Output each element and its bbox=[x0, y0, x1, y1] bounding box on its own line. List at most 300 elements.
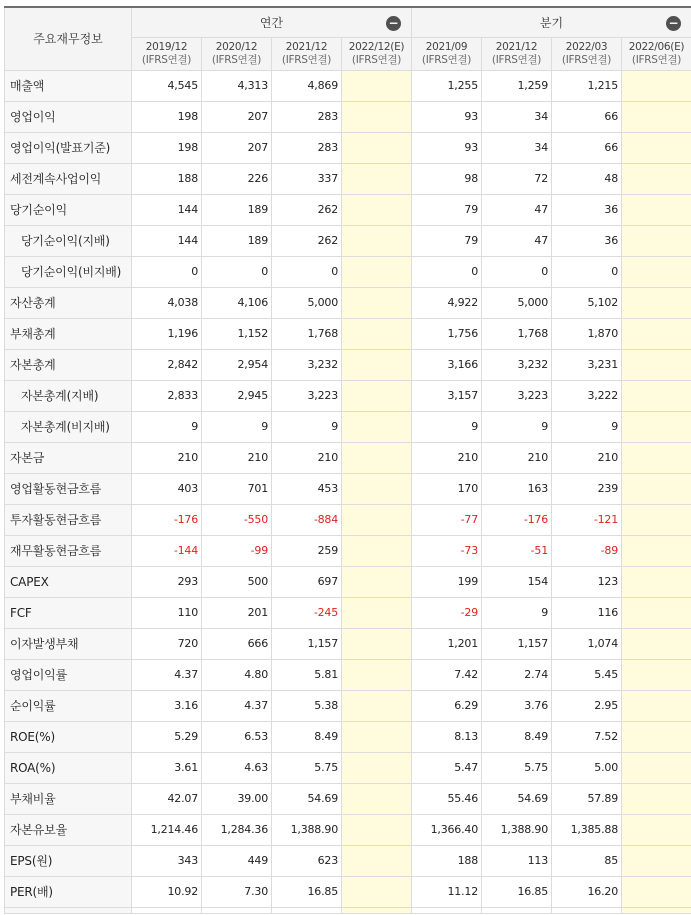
value-cell: 3.61 bbox=[132, 752, 202, 783]
value-cell: 0 bbox=[412, 256, 482, 287]
value-cell: 3.16 bbox=[132, 690, 202, 721]
partial-cell bbox=[272, 907, 342, 913]
period-date: 2020/12 bbox=[215, 40, 258, 53]
value-cell: 2,954 bbox=[202, 349, 272, 380]
value-cell bbox=[622, 380, 691, 411]
value-cell bbox=[342, 659, 412, 690]
value-cell: 9 bbox=[272, 411, 342, 442]
table-row bbox=[5, 132, 691, 163]
value-cell: 4,922 bbox=[412, 287, 482, 318]
value-cell: 34 bbox=[482, 132, 552, 163]
value-cell bbox=[622, 721, 691, 752]
value-cell: 170 bbox=[412, 473, 482, 504]
table-row bbox=[5, 845, 691, 876]
value-cell: 283 bbox=[272, 132, 342, 163]
row-label: 당기순이익(지배) bbox=[5, 225, 132, 256]
value-cell: -89 bbox=[552, 535, 622, 566]
period-basis: (IFRS연결) bbox=[211, 53, 262, 66]
value-cell: 8.49 bbox=[272, 721, 342, 752]
value-cell: 5.38 bbox=[272, 690, 342, 721]
row-label: 당기순이익(비지배) bbox=[5, 256, 132, 287]
partial-cell bbox=[202, 907, 272, 913]
value-cell: 449 bbox=[202, 845, 272, 876]
value-cell: -73 bbox=[412, 535, 482, 566]
value-cell: 293 bbox=[132, 566, 202, 597]
value-cell: 55.46 bbox=[412, 783, 482, 814]
period-basis: (IFRS연결) bbox=[281, 53, 332, 66]
value-cell bbox=[622, 566, 691, 597]
table-row bbox=[5, 380, 691, 411]
value-cell bbox=[622, 597, 691, 628]
table-header bbox=[5, 7, 691, 70]
value-cell: 6.29 bbox=[412, 690, 482, 721]
value-cell: 2.74 bbox=[482, 659, 552, 690]
value-cell: 3,157 bbox=[412, 380, 482, 411]
annual-group-header bbox=[132, 7, 412, 37]
value-cell bbox=[342, 628, 412, 659]
period-date: 2022/06(E) bbox=[628, 40, 685, 53]
value-cell bbox=[622, 535, 691, 566]
value-cell bbox=[622, 318, 691, 349]
value-cell: 5.29 bbox=[132, 721, 202, 752]
value-cell: 123 bbox=[552, 566, 622, 597]
value-cell: 5.45 bbox=[552, 659, 622, 690]
table-row bbox=[5, 690, 691, 721]
value-cell: 39.00 bbox=[202, 783, 272, 814]
value-cell bbox=[342, 70, 412, 101]
value-cell: 47 bbox=[482, 225, 552, 256]
value-cell: 207 bbox=[202, 132, 272, 163]
value-cell: -144 bbox=[132, 535, 202, 566]
value-cell: 9 bbox=[412, 411, 482, 442]
row-label: EPS(원) bbox=[5, 845, 132, 876]
table-row bbox=[5, 70, 691, 101]
row-label: 부채비율 bbox=[5, 783, 132, 814]
partial-cell bbox=[552, 907, 622, 913]
value-cell: 4.37 bbox=[202, 690, 272, 721]
period-header bbox=[482, 37, 552, 70]
period-header bbox=[202, 37, 272, 70]
period-basis: (IFRS연결) bbox=[351, 53, 402, 66]
period-header bbox=[132, 37, 202, 70]
value-cell: 98 bbox=[412, 163, 482, 194]
value-cell bbox=[622, 690, 691, 721]
value-cell: 262 bbox=[272, 225, 342, 256]
value-cell: 0 bbox=[132, 256, 202, 287]
table-row bbox=[5, 473, 691, 504]
value-cell: 3,232 bbox=[272, 349, 342, 380]
value-cell: 201 bbox=[202, 597, 272, 628]
value-cell bbox=[622, 132, 691, 163]
value-cell: 72 bbox=[482, 163, 552, 194]
value-cell: 9 bbox=[202, 411, 272, 442]
value-cell: 36 bbox=[552, 225, 622, 256]
table-row bbox=[5, 876, 691, 907]
value-cell: 54.69 bbox=[482, 783, 552, 814]
value-cell bbox=[622, 70, 691, 101]
value-cell bbox=[622, 814, 691, 845]
annual-group-title: 연간 bbox=[259, 15, 284, 30]
value-cell: 5.47 bbox=[412, 752, 482, 783]
value-cell: 207 bbox=[202, 101, 272, 132]
value-cell: 199 bbox=[412, 566, 482, 597]
value-cell: 210 bbox=[272, 442, 342, 473]
period-date: 2021/09 bbox=[425, 40, 468, 53]
value-cell: 3,166 bbox=[412, 349, 482, 380]
value-cell: 4.37 bbox=[132, 659, 202, 690]
row-label: CAPEX bbox=[5, 566, 132, 597]
value-cell bbox=[622, 752, 691, 783]
period-header bbox=[552, 37, 622, 70]
period-basis: (IFRS연결) bbox=[141, 53, 192, 66]
row-label: 자본금 bbox=[5, 442, 132, 473]
value-cell: 9 bbox=[132, 411, 202, 442]
row-label: 자본총계(지배) bbox=[5, 380, 132, 411]
value-cell: -29 bbox=[412, 597, 482, 628]
value-cell: 210 bbox=[412, 442, 482, 473]
row-label: 순이익률 bbox=[5, 690, 132, 721]
value-cell bbox=[342, 721, 412, 752]
table-row bbox=[5, 349, 691, 380]
table-row-partial bbox=[5, 907, 691, 913]
value-cell bbox=[622, 256, 691, 287]
period-basis: (IFRS연결) bbox=[561, 53, 612, 66]
value-cell bbox=[622, 876, 691, 907]
value-cell bbox=[342, 101, 412, 132]
value-cell: 189 bbox=[202, 225, 272, 256]
period-basis: (IFRS연결) bbox=[631, 53, 682, 66]
value-cell: 93 bbox=[412, 132, 482, 163]
value-cell bbox=[342, 287, 412, 318]
period-header bbox=[622, 37, 691, 70]
value-cell: 3,232 bbox=[482, 349, 552, 380]
value-cell: 720 bbox=[132, 628, 202, 659]
value-cell: 210 bbox=[482, 442, 552, 473]
value-cell: -550 bbox=[202, 504, 272, 535]
value-cell: 189 bbox=[202, 194, 272, 225]
row-label: 영업이익률 bbox=[5, 659, 132, 690]
value-cell: 1,214.46 bbox=[132, 814, 202, 845]
value-cell bbox=[342, 442, 412, 473]
value-cell: 337 bbox=[272, 163, 342, 194]
value-cell: 1,388.90 bbox=[482, 814, 552, 845]
table-row bbox=[5, 194, 691, 225]
period-header bbox=[342, 37, 412, 70]
row-label: 세전계속사업이익 bbox=[5, 163, 132, 194]
period-date: 2022/12(E) bbox=[348, 40, 405, 53]
value-cell: 210 bbox=[132, 442, 202, 473]
value-cell bbox=[342, 535, 412, 566]
table-row bbox=[5, 783, 691, 814]
value-cell: 7.42 bbox=[412, 659, 482, 690]
table-row bbox=[5, 163, 691, 194]
value-cell: 4,545 bbox=[132, 70, 202, 101]
value-cell bbox=[622, 225, 691, 256]
value-cell: 3,223 bbox=[482, 380, 552, 411]
value-cell: 11.12 bbox=[412, 876, 482, 907]
row-label: 이자발생부채 bbox=[5, 628, 132, 659]
row-label: 영업활동현금흐름 bbox=[5, 473, 132, 504]
value-cell: -176 bbox=[132, 504, 202, 535]
value-cell: 3,223 bbox=[272, 380, 342, 411]
value-cell: 1,157 bbox=[482, 628, 552, 659]
value-cell bbox=[342, 411, 412, 442]
value-cell: 3,222 bbox=[552, 380, 622, 411]
table-row bbox=[5, 721, 691, 752]
value-cell bbox=[622, 473, 691, 504]
value-cell: 16.85 bbox=[482, 876, 552, 907]
value-cell bbox=[622, 659, 691, 690]
value-cell bbox=[622, 845, 691, 876]
value-cell bbox=[622, 349, 691, 380]
value-cell: 0 bbox=[482, 256, 552, 287]
table-row bbox=[5, 659, 691, 690]
value-cell: 403 bbox=[132, 473, 202, 504]
value-cell: 2.95 bbox=[552, 690, 622, 721]
value-cell bbox=[342, 163, 412, 194]
value-cell: 1,152 bbox=[202, 318, 272, 349]
value-cell: 4.63 bbox=[202, 752, 272, 783]
value-cell: 1,255 bbox=[412, 70, 482, 101]
value-cell: 4,038 bbox=[132, 287, 202, 318]
value-cell: 16.85 bbox=[272, 876, 342, 907]
value-cell: 1,259 bbox=[482, 70, 552, 101]
value-cell: 79 bbox=[412, 194, 482, 225]
value-cell: 0 bbox=[272, 256, 342, 287]
value-cell: 2,945 bbox=[202, 380, 272, 411]
value-cell: 42.07 bbox=[132, 783, 202, 814]
value-cell: 2,842 bbox=[132, 349, 202, 380]
value-cell: 198 bbox=[132, 132, 202, 163]
value-cell: 57.89 bbox=[552, 783, 622, 814]
value-cell: 5.75 bbox=[272, 752, 342, 783]
value-cell: 144 bbox=[132, 225, 202, 256]
value-cell: 4,106 bbox=[202, 287, 272, 318]
period-basis: (IFRS연결) bbox=[421, 53, 472, 66]
value-cell: 79 bbox=[412, 225, 482, 256]
table-row bbox=[5, 597, 691, 628]
value-cell: 93 bbox=[412, 101, 482, 132]
row-label: PER(배) bbox=[5, 876, 132, 907]
table-row bbox=[5, 101, 691, 132]
period-header bbox=[272, 37, 342, 70]
value-cell: 701 bbox=[202, 473, 272, 504]
value-cell bbox=[342, 256, 412, 287]
value-cell: 85 bbox=[552, 845, 622, 876]
partial-cell bbox=[342, 907, 412, 913]
value-cell: 198 bbox=[132, 101, 202, 132]
value-cell: 16.20 bbox=[552, 876, 622, 907]
value-cell: 666 bbox=[202, 628, 272, 659]
table-row bbox=[5, 256, 691, 287]
value-cell: 1,870 bbox=[552, 318, 622, 349]
financial-summary-panel bbox=[4, 6, 691, 914]
value-cell: 2,833 bbox=[132, 380, 202, 411]
value-cell bbox=[342, 597, 412, 628]
table-row bbox=[5, 287, 691, 318]
table-body bbox=[5, 70, 691, 913]
period-date: 2021/12 bbox=[285, 40, 328, 53]
value-cell bbox=[342, 318, 412, 349]
period-date: 2021/12 bbox=[495, 40, 538, 53]
financial-summary-table bbox=[4, 6, 691, 914]
value-cell bbox=[342, 504, 412, 535]
value-cell: 1,157 bbox=[272, 628, 342, 659]
value-cell: 262 bbox=[272, 194, 342, 225]
value-cell: 0 bbox=[202, 256, 272, 287]
value-cell: -99 bbox=[202, 535, 272, 566]
period-date: 2019/12 bbox=[145, 40, 188, 53]
value-cell: 5.75 bbox=[482, 752, 552, 783]
value-cell: 66 bbox=[552, 101, 622, 132]
partial-cell bbox=[622, 907, 691, 913]
value-cell: 5,000 bbox=[272, 287, 342, 318]
value-cell: -77 bbox=[412, 504, 482, 535]
value-cell: 188 bbox=[132, 163, 202, 194]
table-row bbox=[5, 504, 691, 535]
value-cell: 4,313 bbox=[202, 70, 272, 101]
value-cell: 5.00 bbox=[552, 752, 622, 783]
quarterly-group-title: 분기 bbox=[539, 15, 564, 30]
value-cell bbox=[622, 411, 691, 442]
value-cell: 7.52 bbox=[552, 721, 622, 752]
value-cell bbox=[342, 814, 412, 845]
table-row bbox=[5, 566, 691, 597]
row-label: 자본총계(비지배) bbox=[5, 411, 132, 442]
row-label: ROA(%) bbox=[5, 752, 132, 783]
period-header bbox=[412, 37, 482, 70]
value-cell: 0 bbox=[552, 256, 622, 287]
row-label: 매출액 bbox=[5, 70, 132, 101]
period-basis: (IFRS연결) bbox=[491, 53, 542, 66]
value-cell: 210 bbox=[552, 442, 622, 473]
value-cell: 116 bbox=[552, 597, 622, 628]
partial-cell bbox=[482, 907, 552, 913]
row-label: 자본유보율 bbox=[5, 814, 132, 845]
table-row bbox=[5, 752, 691, 783]
value-cell: 3,231 bbox=[552, 349, 622, 380]
value-cell: -176 bbox=[482, 504, 552, 535]
row-label: 투자활동현금흐름 bbox=[5, 504, 132, 535]
value-cell: 1,385.88 bbox=[552, 814, 622, 845]
value-cell: 110 bbox=[132, 597, 202, 628]
value-cell: 1,215 bbox=[552, 70, 622, 101]
value-cell bbox=[342, 752, 412, 783]
value-cell: 1,768 bbox=[272, 318, 342, 349]
value-cell: 226 bbox=[202, 163, 272, 194]
value-cell bbox=[622, 163, 691, 194]
value-cell: 163 bbox=[482, 473, 552, 504]
value-cell: 1,756 bbox=[412, 318, 482, 349]
value-cell: 1,074 bbox=[552, 628, 622, 659]
value-cell: 1,366.40 bbox=[412, 814, 482, 845]
value-cell: 453 bbox=[272, 473, 342, 504]
row-label: 영업이익(발표기준) bbox=[5, 132, 132, 163]
value-cell: 7.30 bbox=[202, 876, 272, 907]
quarterly-group-header bbox=[412, 7, 691, 37]
value-cell: -51 bbox=[482, 535, 552, 566]
table-row bbox=[5, 225, 691, 256]
row-label: 영업이익 bbox=[5, 101, 132, 132]
value-cell bbox=[622, 101, 691, 132]
value-cell: 697 bbox=[272, 566, 342, 597]
value-cell: 47 bbox=[482, 194, 552, 225]
value-cell bbox=[622, 287, 691, 318]
minus-circle-icon[interactable]: − bbox=[666, 16, 681, 31]
value-cell: -121 bbox=[552, 504, 622, 535]
value-cell bbox=[342, 690, 412, 721]
value-cell: 48 bbox=[552, 163, 622, 194]
value-cell bbox=[622, 628, 691, 659]
value-cell: 1,284.36 bbox=[202, 814, 272, 845]
row-label: 자본총계 bbox=[5, 349, 132, 380]
value-cell: 1,388.90 bbox=[272, 814, 342, 845]
period-date: 2022/03 bbox=[565, 40, 608, 53]
value-cell: 8.49 bbox=[482, 721, 552, 752]
value-cell: 4.80 bbox=[202, 659, 272, 690]
value-cell: 1,768 bbox=[482, 318, 552, 349]
table-row bbox=[5, 411, 691, 442]
value-cell: 5,102 bbox=[552, 287, 622, 318]
row-label: 부채총계 bbox=[5, 318, 132, 349]
value-cell bbox=[342, 132, 412, 163]
table-row bbox=[5, 814, 691, 845]
value-cell: 343 bbox=[132, 845, 202, 876]
value-cell: 10.92 bbox=[132, 876, 202, 907]
value-cell: 144 bbox=[132, 194, 202, 225]
value-cell bbox=[622, 442, 691, 473]
value-cell bbox=[622, 194, 691, 225]
value-cell: 34 bbox=[482, 101, 552, 132]
row-label: ROE(%) bbox=[5, 721, 132, 752]
value-cell bbox=[622, 504, 691, 535]
value-cell: 154 bbox=[482, 566, 552, 597]
value-cell: 283 bbox=[272, 101, 342, 132]
value-cell: 54.69 bbox=[272, 783, 342, 814]
value-cell: 259 bbox=[272, 535, 342, 566]
value-cell bbox=[342, 194, 412, 225]
value-cell: 9 bbox=[482, 411, 552, 442]
value-cell: -884 bbox=[272, 504, 342, 535]
value-cell bbox=[342, 876, 412, 907]
row-label: 자산총계 bbox=[5, 287, 132, 318]
value-cell bbox=[342, 349, 412, 380]
value-cell: 113 bbox=[482, 845, 552, 876]
value-cell: 9 bbox=[482, 597, 552, 628]
table-row bbox=[5, 318, 691, 349]
value-cell: 8.13 bbox=[412, 721, 482, 752]
value-cell: 36 bbox=[552, 194, 622, 225]
partial-cell bbox=[132, 907, 202, 913]
value-cell bbox=[342, 225, 412, 256]
value-cell: 6.53 bbox=[202, 721, 272, 752]
table-row bbox=[5, 442, 691, 473]
partial-cell bbox=[5, 907, 132, 913]
partial-cell bbox=[412, 907, 482, 913]
value-cell: 5.81 bbox=[272, 659, 342, 690]
value-cell: 5,000 bbox=[482, 287, 552, 318]
value-cell: 623 bbox=[272, 845, 342, 876]
value-cell: 9 bbox=[552, 411, 622, 442]
value-cell: 3.76 bbox=[482, 690, 552, 721]
row-label: 재무활동현금흐름 bbox=[5, 535, 132, 566]
value-cell bbox=[342, 380, 412, 411]
value-cell bbox=[622, 783, 691, 814]
row-label: FCF bbox=[5, 597, 132, 628]
value-cell: 500 bbox=[202, 566, 272, 597]
value-cell: 188 bbox=[412, 845, 482, 876]
minus-circle-icon[interactable]: − bbox=[386, 16, 401, 31]
